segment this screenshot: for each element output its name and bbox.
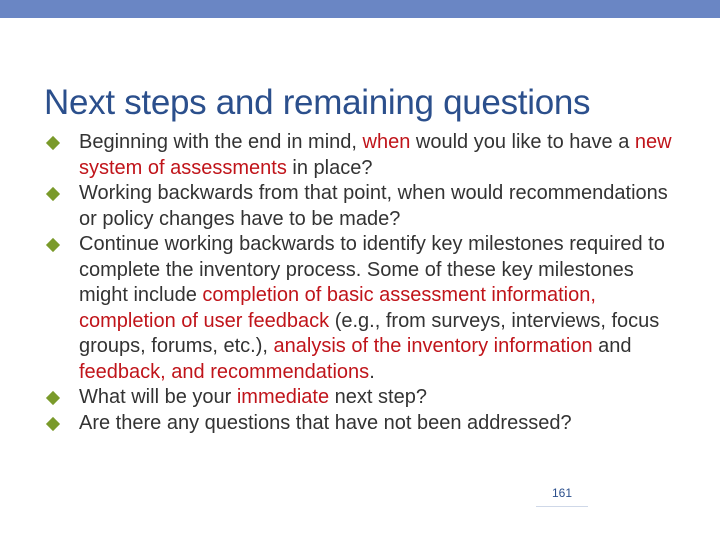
bullet-text: next step? <box>329 386 427 408</box>
highlighted-text: analysis of the inventory information <box>273 335 593 357</box>
diamond-bullet-icon <box>46 416 60 430</box>
bullet-text: in place? <box>286 156 373 179</box>
highlighted-text: completion of basic assessment information, completion of user feedback <box>79 284 596 332</box>
top-accent-bar <box>0 0 720 18</box>
bullet-text: (e.g., from surveys, interviews, focus groups, forums, etc.), <box>79 309 660 357</box>
bullet-text: Are there any questions that have not been addressed? <box>79 411 572 434</box>
bullet-text: Working backwards from that point, when would recommendations or policy changes have to be made? <box>79 182 668 230</box>
diamond-bullet-icon <box>46 391 60 405</box>
slide-title: Next steps and remaining questions <box>44 83 591 123</box>
bullet-item <box>46 130 686 181</box>
bullet-item <box>46 385 686 411</box>
diamond-bullet-icon <box>46 136 60 150</box>
diamond-bullet-icon <box>46 187 60 201</box>
highlighted-text: feedback, and recommendations <box>79 360 370 383</box>
highlighted-text: immediate <box>236 386 330 408</box>
bullet-text: What will be your <box>79 386 237 408</box>
highlighted-text: new system of assessments <box>79 131 672 179</box>
diamond-bullet-icon <box>46 238 60 252</box>
bullet-item <box>46 181 686 232</box>
bullet-text: Continue working backwards to identify key milestones required to complete the inventory process. Some of these key milestones might include <box>79 233 665 306</box>
bullet-text: would you like to have a <box>410 131 635 153</box>
bullet-list <box>46 130 686 436</box>
bullet-item <box>46 232 686 385</box>
highlighted-text: when <box>362 131 411 153</box>
bullet-text: and <box>592 335 632 357</box>
page-number-rule <box>536 506 588 507</box>
bullet-text: . <box>369 360 375 383</box>
page-number: 161 <box>552 486 573 500</box>
bullet-item <box>46 411 686 437</box>
bullet-text: Beginning with the end in mind, <box>79 131 363 153</box>
